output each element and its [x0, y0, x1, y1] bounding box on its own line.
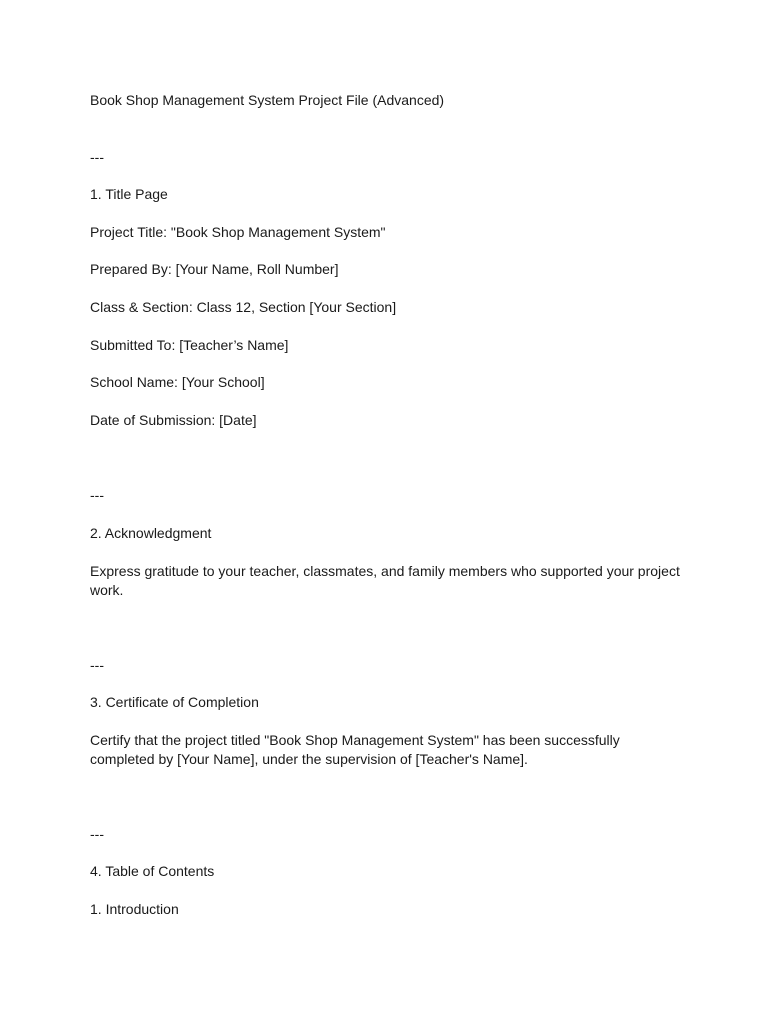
date-of-submission-line: Date of Submission: [Date]	[90, 412, 257, 428]
section-heading-acknowledgment: 2. Acknowledgment	[90, 525, 212, 541]
section-separator: ---	[90, 826, 104, 842]
section-separator: ---	[90, 149, 104, 165]
section-separator: ---	[90, 657, 104, 673]
acknowledgment-paragraph: Express gratitude to your teacher, classmates, and family members who supported your project work.	[90, 563, 680, 598]
certificate-paragraph: Certify that the project titled "Book Shop Management System" has been successfully completed by [Your Name], under the supervision of [Teacher's Name].	[90, 732, 620, 767]
toc-item: 1. Introduction	[90, 901, 179, 917]
prepared-by-line: Prepared By: [Your Name, Roll Number]	[90, 261, 339, 277]
document-title: Book Shop Management System Project File (Advanced)	[90, 92, 445, 108]
class-section-line: Class & Section: Class 12, Section [Your Section]	[90, 299, 397, 315]
submitted-to-line: Submitted To: [Teacher’s Name]	[90, 337, 289, 353]
section-separator: ---	[90, 487, 104, 503]
section-heading-table-of-contents: 4. Table of Contents	[90, 863, 215, 879]
section-heading-certificate: 3. Certificate of Completion	[90, 694, 259, 710]
school-name-line: School Name: [Your School]	[90, 374, 265, 390]
project-title-line: Project Title: "Book Shop Management System"	[90, 224, 386, 240]
section-heading-title-page: 1. Title Page	[90, 186, 168, 202]
